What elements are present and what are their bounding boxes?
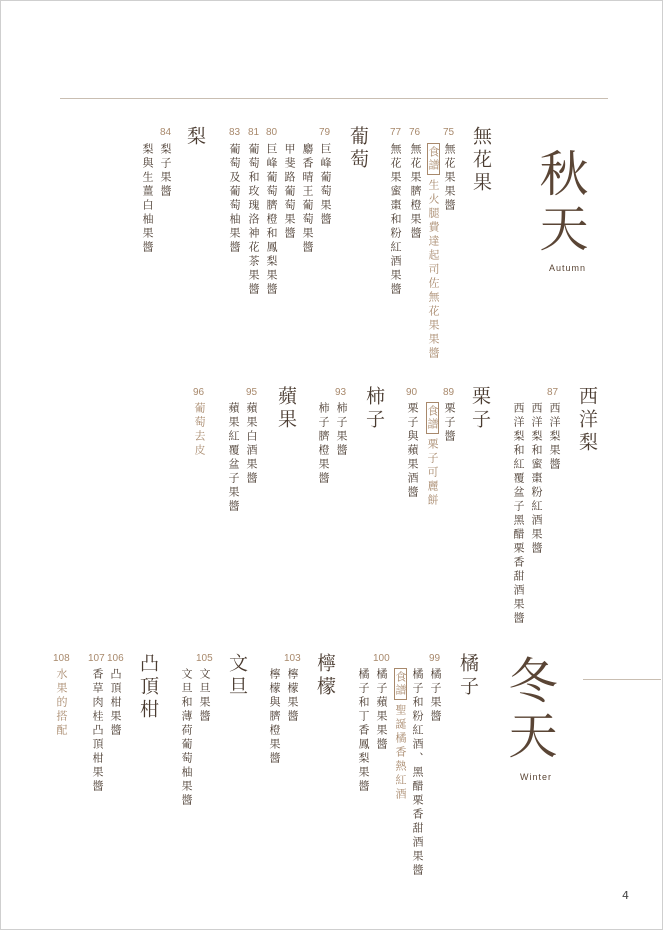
toc-item-grape-rose-roselle[interactable]: 葡萄和玫瑰洛神花茶果醬 [247, 143, 260, 297]
page-ref: 76 [409, 127, 421, 138]
category-mandarin: 橘子 [457, 653, 479, 699]
recipe-tag: 食譜 [394, 668, 407, 700]
season-en-autumn: Autumn [549, 263, 587, 273]
page-ref: 106 [107, 653, 124, 664]
category-grape: 葡萄 [347, 126, 369, 172]
toc-item-chestnut-cider[interactable]: 栗子與蘋果酒醬 [406, 402, 419, 500]
page-ref: 87 [547, 387, 559, 398]
toc-item-peel-grapes[interactable]: 葡萄去皮 [193, 402, 206, 458]
page-ref: 79 [319, 127, 331, 138]
recipe-tag: 食譜 [426, 402, 439, 434]
toc-item-grape-grapefruit[interactable]: 葡萄及葡萄柚果醬 [228, 143, 241, 255]
category-apple: 蘋果 [275, 386, 297, 432]
page-ref: 93 [335, 387, 347, 398]
page-ref: 99 [429, 653, 441, 664]
page-ref: 103 [284, 653, 301, 664]
toc-item-fig-jam[interactable]: 無花果果醬 [443, 143, 456, 213]
toc-item-fig-date-rose[interactable]: 無花果蜜棗和粉紅酒果醬 [389, 143, 402, 297]
page-ref: 83 [229, 127, 241, 138]
toc-item-fig-navel-orange[interactable]: 無花果臍橙果醬 [409, 143, 422, 241]
season-title-winter: 冬天 [501, 655, 558, 765]
category-pear: 梨 [184, 126, 206, 149]
toc-item-pear-jam[interactable]: 梨子果醬 [159, 143, 172, 199]
toc-item-pear-ginger-pomelo[interactable]: 梨與生薑白柚果醬 [141, 143, 154, 255]
toc-item-lemon-jam[interactable]: 檸檬果醬 [286, 668, 299, 724]
category-dekopon: 凸頂柑 [137, 653, 159, 722]
toc-item-fruit-pairing[interactable]: 水果的搭配 [55, 668, 68, 738]
page-ref: 81 [248, 127, 260, 138]
page-ref: 107 [88, 653, 105, 664]
toc-item-shine-muscat-jam[interactable]: 麝香晴王葡萄果醬 [301, 143, 314, 255]
category-persimmon: 柿子 [363, 386, 385, 432]
toc-item-mandarin-clove-pineapple[interactable]: 橘子和丁香鳳梨果醬 [357, 668, 370, 794]
toc-item-mandarin-rose-cassis[interactable]: 橘子和粉紅酒、黑醋栗香甜酒果醬 [411, 668, 424, 878]
category-pomelo: 文旦 [226, 653, 248, 699]
page-ref: 100 [373, 653, 390, 664]
toc-item-recipe-chestnut-crepe[interactable]: 食譜栗子可麗餅 [426, 402, 439, 508]
toc-item-persimmon-jam[interactable]: 柿子果醬 [335, 402, 348, 458]
winter-rule [583, 679, 661, 680]
page-ref: 96 [193, 387, 205, 398]
toc-item-pomelo-mint-grapefruit[interactable]: 文旦和薄荷葡萄柚果醬 [180, 668, 193, 808]
top-rule [60, 98, 608, 99]
page-ref: 105 [196, 653, 213, 664]
toc-item-apple-raspberry[interactable]: 蘋果紅覆盆子果醬 [227, 402, 240, 514]
toc-item-dekopon-jam[interactable]: 凸頂柑果醬 [109, 668, 122, 738]
toc-item-apple-white-wine[interactable]: 蘋果白酒果醬 [245, 402, 258, 486]
category-western-pear: 西洋梨 [576, 386, 598, 455]
toc-item-persimmon-navel[interactable]: 柿子臍橙果醬 [317, 402, 330, 486]
toc-item-recipe-ham-feta[interactable]: 食譜生火腿費達起司佐無花果果醬 [427, 143, 440, 361]
toc-item-pomelo-jam[interactable]: 文旦果醬 [198, 668, 211, 724]
recipe-tag: 食譜 [427, 143, 440, 175]
toc-item-western-pear-jam[interactable]: 西洋梨果醬 [548, 402, 561, 472]
page-ref: 90 [406, 387, 418, 398]
page-ref: 108 [53, 653, 70, 664]
toc-item-kaiji-grape-jam[interactable]: 甲斐路葡萄果醬 [283, 143, 296, 241]
toc-item-kyoho-jam[interactable]: 巨峰葡萄果醬 [319, 143, 332, 227]
category-chestnut: 栗子 [469, 386, 491, 432]
toc-item-mandarin-apple[interactable]: 橘子蘋果果醬 [375, 668, 388, 752]
toc-item-chestnut-paste[interactable]: 栗子醬 [443, 402, 456, 444]
page-ref: 95 [246, 387, 258, 398]
category-fig: 無花果 [470, 126, 492, 195]
toc-item-western-pear-raspberry-cassis[interactable]: 西洋梨和紅覆盆子黑醋栗香甜酒果醬 [512, 402, 525, 626]
page-ref: 77 [390, 127, 402, 138]
page-ref: 80 [266, 127, 278, 138]
toc-item-western-pear-date-rose[interactable]: 西洋梨和蜜棗粉紅酒果醬 [530, 402, 543, 556]
toc-item-dekopon-vanilla-cinnamon[interactable]: 香草肉桂凸頂柑果醬 [91, 668, 104, 794]
page-ref: 89 [443, 387, 455, 398]
page-number: 4 [622, 889, 629, 902]
toc-item-mandarin-jam[interactable]: 橘子果醬 [429, 668, 442, 724]
page-ref: 75 [443, 127, 455, 138]
toc-item-kyoho-navel-pineapple[interactable]: 巨峰葡萄臍橙和鳳梨果醬 [265, 143, 278, 297]
toc-item-recipe-mulled-wine[interactable]: 食譜聖誕橘香熱紅酒 [394, 668, 407, 802]
category-lemon: 檸檬 [314, 653, 336, 699]
toc-item-lemon-navel[interactable]: 檸檬與臍橙果醬 [268, 668, 281, 766]
page-ref: 84 [160, 127, 172, 138]
season-title-autumn: 秋天 [532, 148, 589, 258]
season-en-winter: Winter [520, 772, 553, 782]
